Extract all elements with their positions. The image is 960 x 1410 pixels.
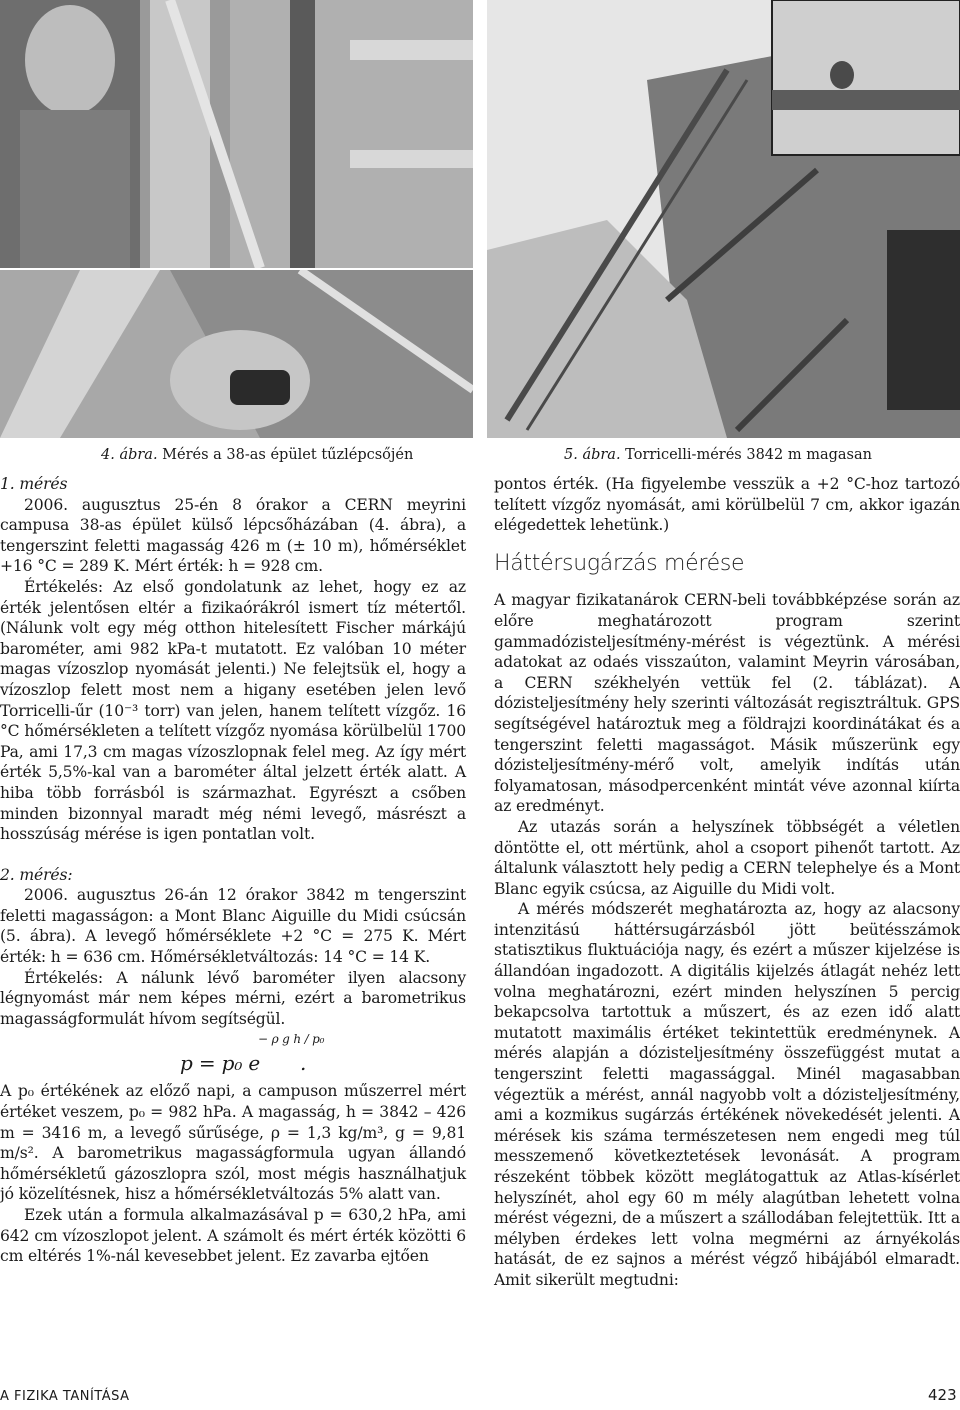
formula-explanation: A p₀ értékének az előző napi, a campuson műszerrel mért értéket veszem, p₀ = 982 hPa. A magasság, h = 3842 – 426 m = 3416 m, a levegő sűrűsége, ρ = 1,3 kg/m³, g = 9,81 m/s². A barometrikus magasságformula ugyan állandó hőmérsékletű gázoszlopra szól, most mégis használhatjuk jó közelítésnek, hisz a hőmérsékletváltozás 5% alatt van. — [0, 1082, 466, 1204]
section-paragraph-1: A magyar fizikatanárok CERN-beli továbbképzése során az előre meghatározott program szerint gammadózisteljesítmény-mérést is végeztünk. A mérési adatokat az odaés visszaúton, valamint Meyrin városában, a CERN székhelyén vettük fel (2. táblázat). A dózisteljesítmény hely szerinti változását regisztráltuk. GPS segítségével határoztuk meg a földrajzi koordinátákat és a tengerszint feletti magasságot. Másik műszerünk egy dózisteljesítmény-mérő volt, amelyik indítás után folyamatosan, másodpercenként mintát véve azonnal kiírta az eredményt. — [494, 591, 960, 816]
formula-main: p = p₀ e — [180, 1051, 261, 1076]
result-paragraph: Ezek után a formula alkalmazásával p = 630,2 hPa, ami 642 cm vízoszlopot jelent. A számolt és mért érték közötti 6 cm eltérés 1%-nál kevesebbet jelent. Ez zavarba ejtően — [0, 1206, 466, 1266]
measurement-1-heading: 1. mérés — [0, 475, 68, 493]
figure-5-text: Torricelli-mérés 3842 m magasan — [620, 447, 872, 463]
figure-5-caption — [564, 447, 872, 463]
figure-5-photo — [487, 0, 960, 438]
figure-4-photo-bottom — [0, 270, 473, 438]
section-paragraph-3: A mérés módszerét meghatározta az, hogy az alacsony intenzitású háttérsugárzásból jött beütésszámok statisztikus fluktuációja nagy, és ezért a műszer kijelzése is állandóan ingadozott. A digitális kijelzés átlagát nehéz lett volna meghatározni, ezért minden helyszínen 5 percig bekapcsolva tartottuk a műszert, és az ezen idő alatt mutatott maximális értéket tekintettük eredménynek. A mérés alapján a dózisteljesítmény összefüggést mutat a tengerszint feletti magassággal. Minél magasabban végeztük a mérést, annál nagyobb volt a dózisteljesítmény, ami a kozmikus sugárzás értékének növekedését jelenti. A mérések kis száma természetesen nem engedi meg túl messzemenő következtetések levonását. A program részeként többek között meglátogattuk az Atlas-kísérlet helyszínét, ahol egy 60 m mély alagútban lehetett volna mérést végezni, de a műszert a szállodában felejtettük. Itt a mélyben érdekes lett volna megmérni az árnyékolás hatását, de ez sajnos a mérést végző hibájából elmaradt. Amit sikerült megtudni: — [494, 900, 960, 1289]
left-column — [0, 474, 466, 1267]
measurement-1-evaluation: Értékelés: Az első gondolatunk az lehet, hogy ez az érték jelentősen eltér a fizikaórákról ismert tíz métertől. (Nálunk volt egy még otthon hitelesített Fischer márkájú barométer, ami 982 kPa-t mutatott. Ez valóban 10 méter magas vízoszlop nyomását jelenti.) Ne felejtsük el, hogy a vízoszlop felett most nem a higany esetében jelen levő Torricelli-űr (10⁻³ torr) van jelen, hanem telített vízgőz. 16 °C hőmérsékleten a telített vízgőz nyomása körülbelül 1700 Pa, ami 17,3 cm magas vízoszlopnak felel meg. Az így mért érték 5,5%-kal van a barométer által jelzett érték alatt. A hiba több forrásból is származhat. Egyrészt a csőben minden bizonnyal maradt még némi levegő, másrészt a hosszúság mérése is igen pontatlan volt. — [0, 577, 466, 844]
barometric-formula — [0, 1029, 466, 1081]
measurement-2-paragraph: 2006. augusztus 26-án 12 órakor 3842 m tengerszint feletti magasságon: a Mont Blanc Aiguille du Midi csúcsán (5. ábra). A levegő hőmérséklete +2 °C = 275 K. Mért érték: h = 636 cm. Hőmérsékletváltozás: 14 °C = 14 K. — [0, 886, 466, 967]
figure-4-text: Mérés a 38-as épület tűzlépcsőjén — [157, 447, 414, 463]
measurement-2-evaluation: Értékelés: A nálunk lévő barométer ilyen alacsony légnyomást már nem képes mérni, ezért a barometrikus magasságformulát hívom segítségül. — [0, 968, 466, 1028]
measurement-2-heading: 2. mérés: — [0, 865, 73, 884]
figure-5-label: 5. ábra. — [564, 447, 621, 463]
figure-4-photo-top — [0, 0, 473, 268]
right-continuation-paragraph: pontos érték. (Ha figyelembe vesszük a +2 °C-hoz tartozó telített vízgőz nyomását, ami körülbelül 7 cm, akkor igazán elégedettek lehetünk.) — [494, 475, 960, 535]
right-column — [494, 474, 960, 1291]
measurement-1-paragraph: 2006. augusztus 25-én 8 órakor a CERN meyrini campusa 38-as épület külső lépcsőházában (4. ábra), a tengerszint feletti magasság 426 m (± 10 m), hőmérséklet +16 °C = 289 K. Mért érték: h = 928 cm. — [0, 495, 466, 576]
section-paragraph-2: Az utazás során a helyszínek többségét a véletlen döntötte el, ott mértünk, ahol a csoport pihenőt tartott. Az általunk választott hely pedig a CERN telephelye és a Mont Blanc egyik csúcsa, az Aiguille du Midi volt. — [494, 817, 960, 898]
formula-exponent: − ρ g h / p₀ — [258, 1032, 325, 1047]
formula-dot: . — [300, 1051, 307, 1076]
journal-name: A FIZIKA TANÍTÁSA — [0, 1389, 130, 1404]
section-heading: Háttérsugárzás mérése — [494, 550, 745, 576]
figure-4-caption — [101, 447, 413, 463]
page-number: 423 — [928, 1386, 957, 1404]
figure-4-label: 4. ábra. — [101, 447, 158, 463]
